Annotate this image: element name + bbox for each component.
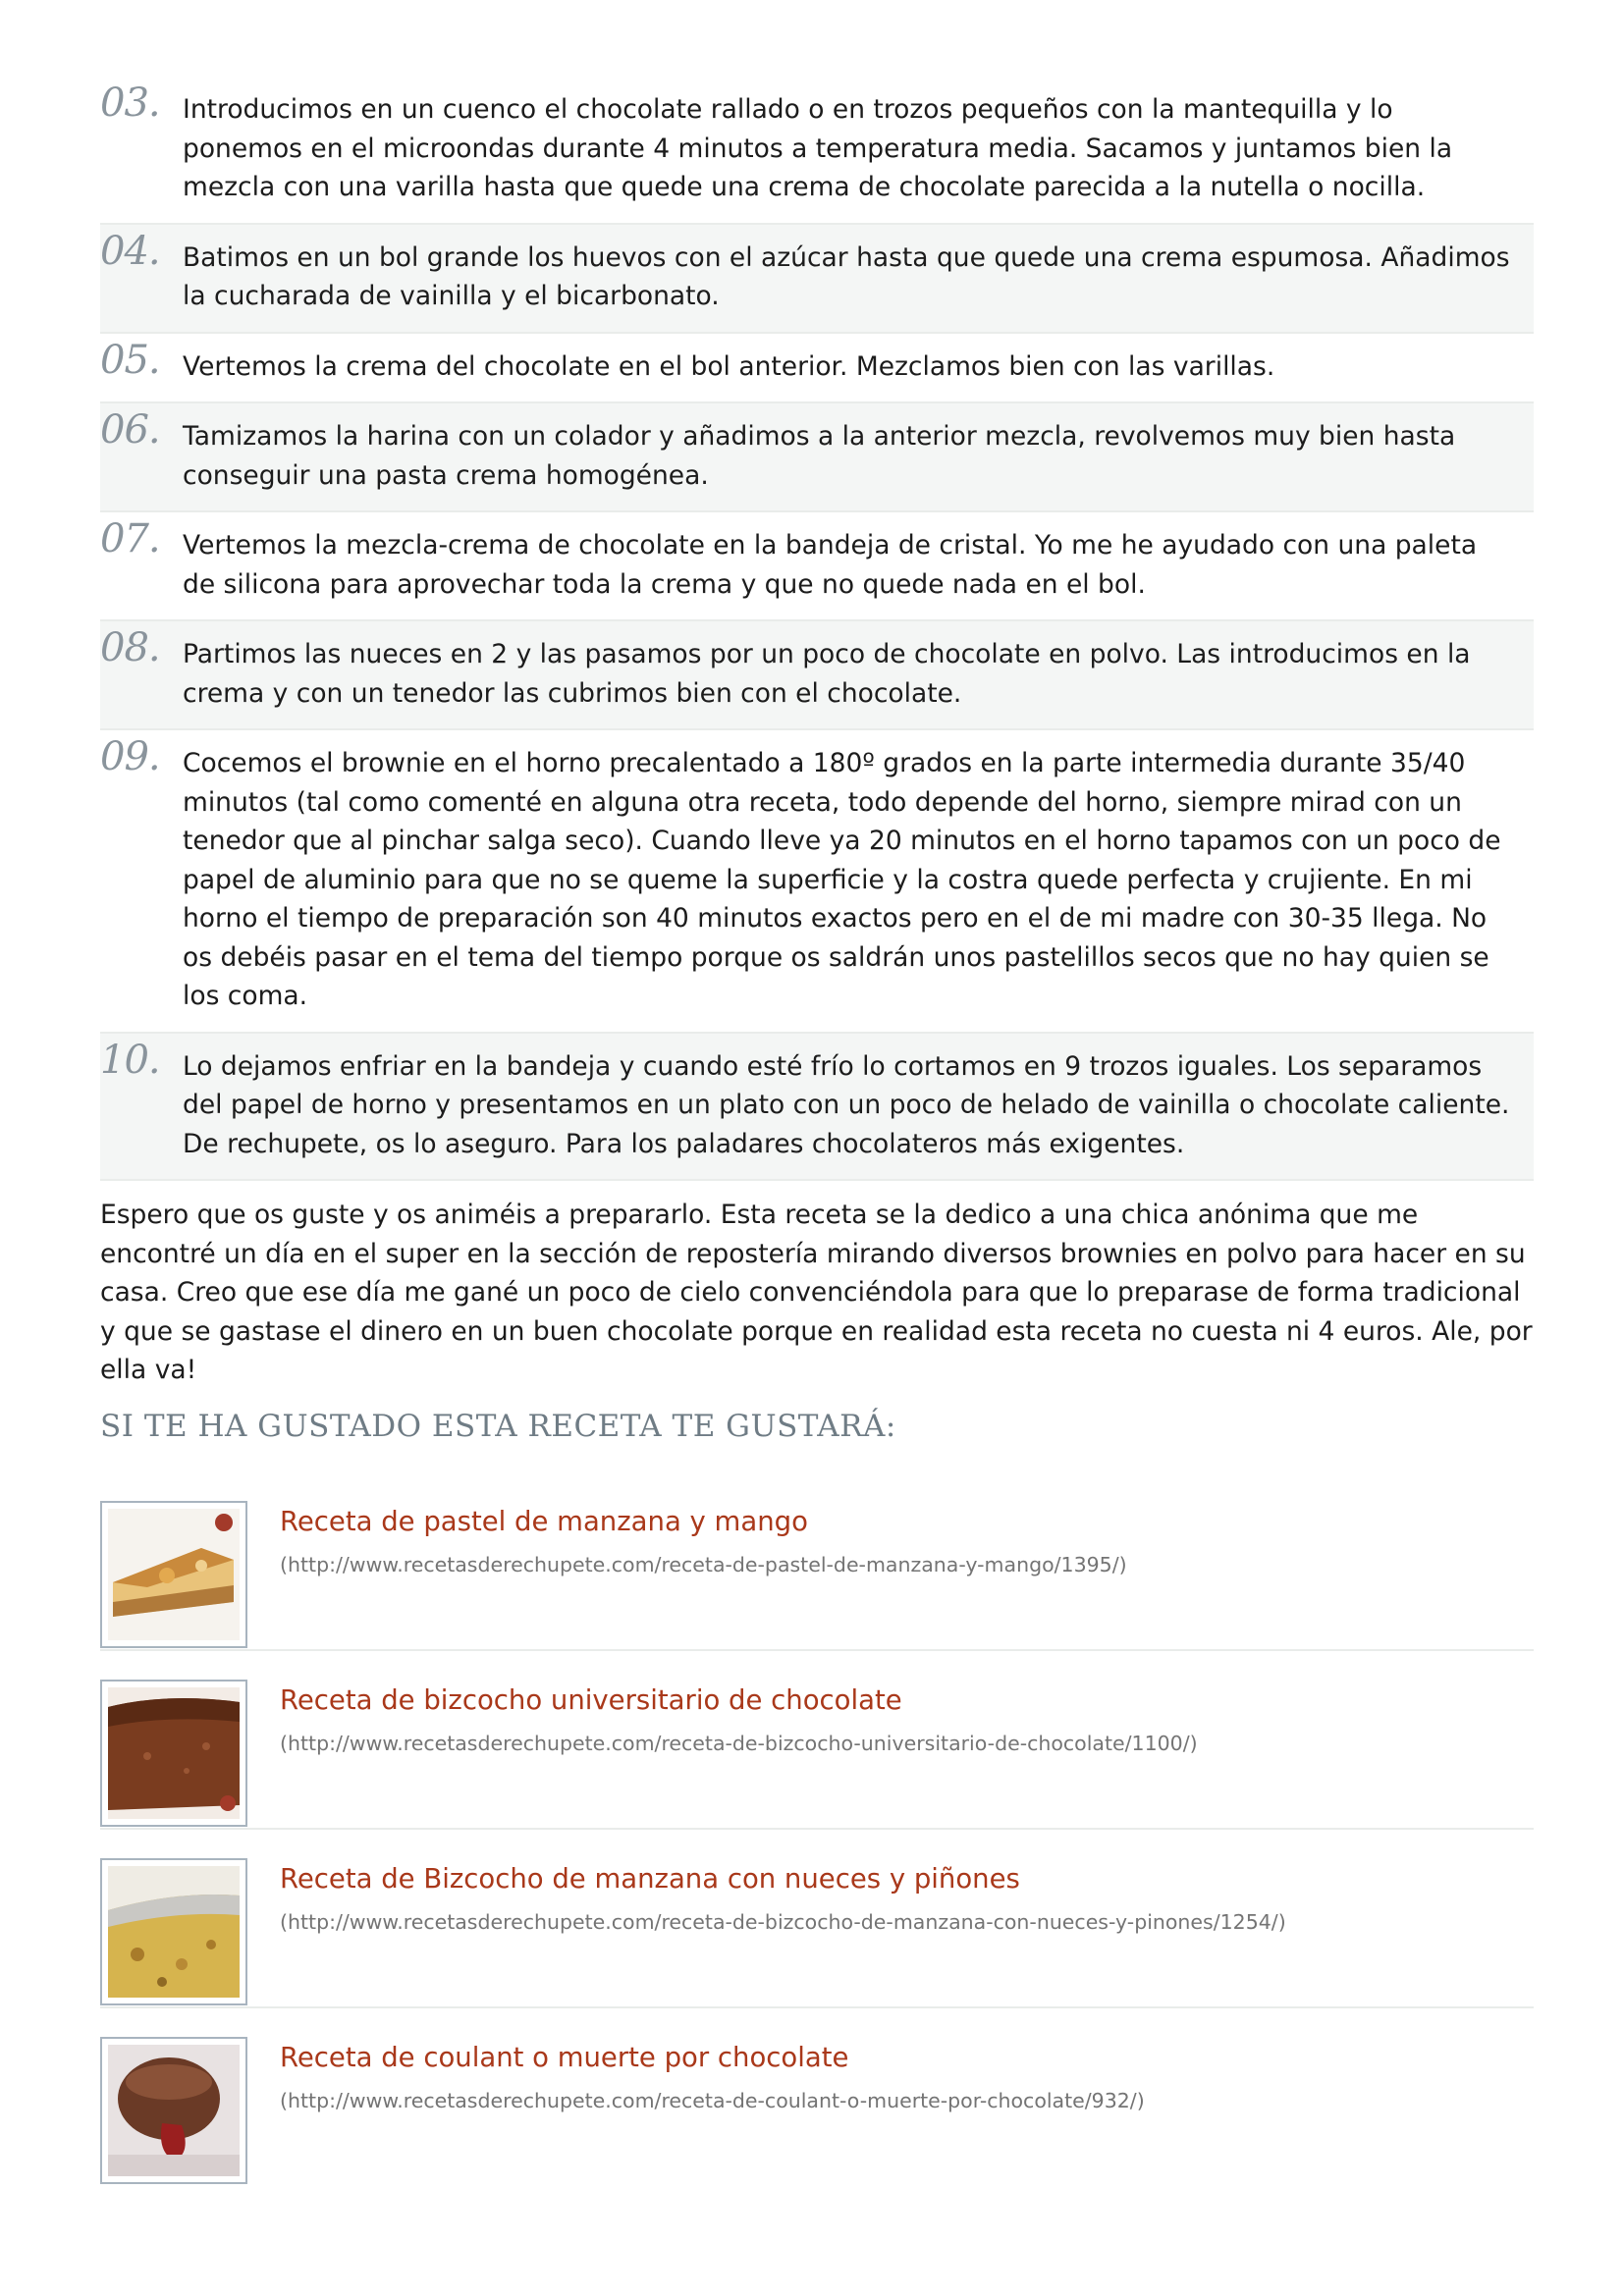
step-04 <box>100 225 1534 334</box>
step-number: 08. <box>100 625 160 670</box>
related-recipe-item <box>100 1671 1534 1830</box>
cake-image <box>108 1866 240 1998</box>
cake-image <box>108 1687 240 1819</box>
step-text: Tamizamos la harina con un colador y añadimos a la anterior mezcla, revolvemos muy bien hasta conseguir una pasta crema homogénea. <box>183 421 1456 491</box>
related-recipe-url: (http://www.recetasderechupete.com/receta-de-bizcocho-de-manzana-con-nueces-y-pinones/1254/) <box>280 1910 1286 1934</box>
cake-image <box>108 1509 240 1640</box>
apple-walnut-sponge-cake-thumbnail[interactable] <box>100 1858 247 2005</box>
step-text: Vertemos la crema del chocolate en el bol anterior. Mezclamos bien con las varillas. <box>183 350 1275 382</box>
step-number: 10. <box>100 1037 160 1083</box>
step-number: 09. <box>100 734 160 779</box>
step-text: Batimos en un bol grande los huevos con el azúcar hasta que quede una crema espumosa. Añadimos la cucharada de vainilla y el bicarbonato. <box>183 241 1510 311</box>
related-recipe-link[interactable]: Receta de bizcocho universitario de chocolate <box>280 1684 902 1716</box>
step-number: 03. <box>100 80 160 126</box>
step-number: 06. <box>100 407 160 453</box>
step-07 <box>100 512 1534 621</box>
related-recipe-item <box>100 1492 1534 1651</box>
step-text: Introducimos en un cuenco el chocolate rallado o en trozos pequeños con la mantequilla y lo ponemos en el microondas durante 4 minutos a temperatura media. Sacamos y juntamos bien la mezcla con una varilla hasta que quede una crema de chocolate parecida a la nutella o nocilla. <box>183 94 1453 202</box>
related-recipe-item <box>100 2028 1534 2185</box>
step-number: 04. <box>100 228 160 274</box>
related-recipes-heading: SI TE HA GUSTADO ESTA RECETA TE GUSTARÁ: <box>100 1409 896 1444</box>
step-number: 05. <box>100 337 160 383</box>
step-08 <box>100 621 1534 730</box>
chocolate-coulant-thumbnail[interactable] <box>100 2037 247 2184</box>
chocolate-sponge-cake-thumbnail[interactable] <box>100 1680 247 1827</box>
related-recipe-link[interactable]: Receta de Bizcocho de manzana con nueces y piñones <box>280 1863 1020 1895</box>
related-recipe-url: (http://www.recetasderechupete.com/receta-de-pastel-de-manzana-y-mango/1395/) <box>280 1553 1127 1576</box>
related-recipe-url: (http://www.recetasderechupete.com/receta-de-bizcocho-universitario-de-chocolate/1100/) <box>280 1732 1198 1755</box>
apple-mango-cake-thumbnail[interactable] <box>100 1501 247 1648</box>
step-text: Lo dejamos enfriar en la bandeja y cuando esté frío lo cortamos en 9 trozos iguales. Los separamos del papel de horno y presentamos en un plato con un poco de helado de vainilla o chocolate caliente. De rechupete, os lo aseguro. Para los paladares chocolateros más exigentes. <box>183 1050 1510 1159</box>
related-recipe-url: (http://www.recetasderechupete.com/receta-de-coulant-o-muerte-por-chocolate/932/) <box>280 2089 1145 2112</box>
step-text: Vertemos la mezcla-crema de chocolate en la bandeja de cristal. Yo me he ayudado con una paleta de silicona para aprovechar toda la crema y que no quede nada en el bol. <box>183 530 1478 600</box>
step-06 <box>100 403 1534 512</box>
related-recipe-item <box>100 1849 1534 2008</box>
step-10 <box>100 1034 1534 1182</box>
step-number: 07. <box>100 516 160 561</box>
step-03 <box>100 77 1534 225</box>
closing-paragraph: Espero que os guste y os animéis a prepararlo. Esta receta se la dedico a una chica anónima que me encontré un día en el super en la sección de repostería mirando diversos brownies en polvo para hacer en su casa. Creo que ese día me gané un poco de cielo convenciéndola para que lo preparase de forma tradicional y que se gastase el dinero en un buen chocolate porque en realidad esta receta no cuesta ni 4 euros. Ale, por ella va! <box>100 1200 1533 1385</box>
related-recipes-list <box>100 1492 1534 2205</box>
related-recipe-link[interactable]: Receta de coulant o muerte por chocolate <box>280 2042 849 2073</box>
recipe-steps <box>100 77 1534 1181</box>
step-09 <box>100 730 1534 1034</box>
cake-image <box>108 2045 240 2176</box>
step-05 <box>100 334 1534 404</box>
step-text: Partimos las nueces en 2 y las pasamos por un poco de chocolate en polvo. Las introducimos en la crema y con un tenedor las cubrimos bien con el chocolate. <box>183 639 1471 709</box>
related-recipe-link[interactable]: Receta de pastel de manzana y mango <box>280 1506 808 1537</box>
step-text: Cocemos el brownie en el horno precalentado a 180º grados en la parte intermedia durante 35/40 minutos (tal como comenté en alguna otra receta, todo depende del horno, siempre mirad con un tenedor que al pinchar salga seco). Cuando lleve ya 20 minutos en el horno tapamos con un poco de papel de aluminio para que no se queme la superficie y la costra quede perfecta y crujiente. En mi horno el tiempo de preparación son 40 minutos exactos pero en el de mi madre con 30-35 llega. No os debéis pasar en el tema del tiempo porque os saldrán unos pastelillos secos que no hay quien se los coma. <box>183 748 1501 1011</box>
